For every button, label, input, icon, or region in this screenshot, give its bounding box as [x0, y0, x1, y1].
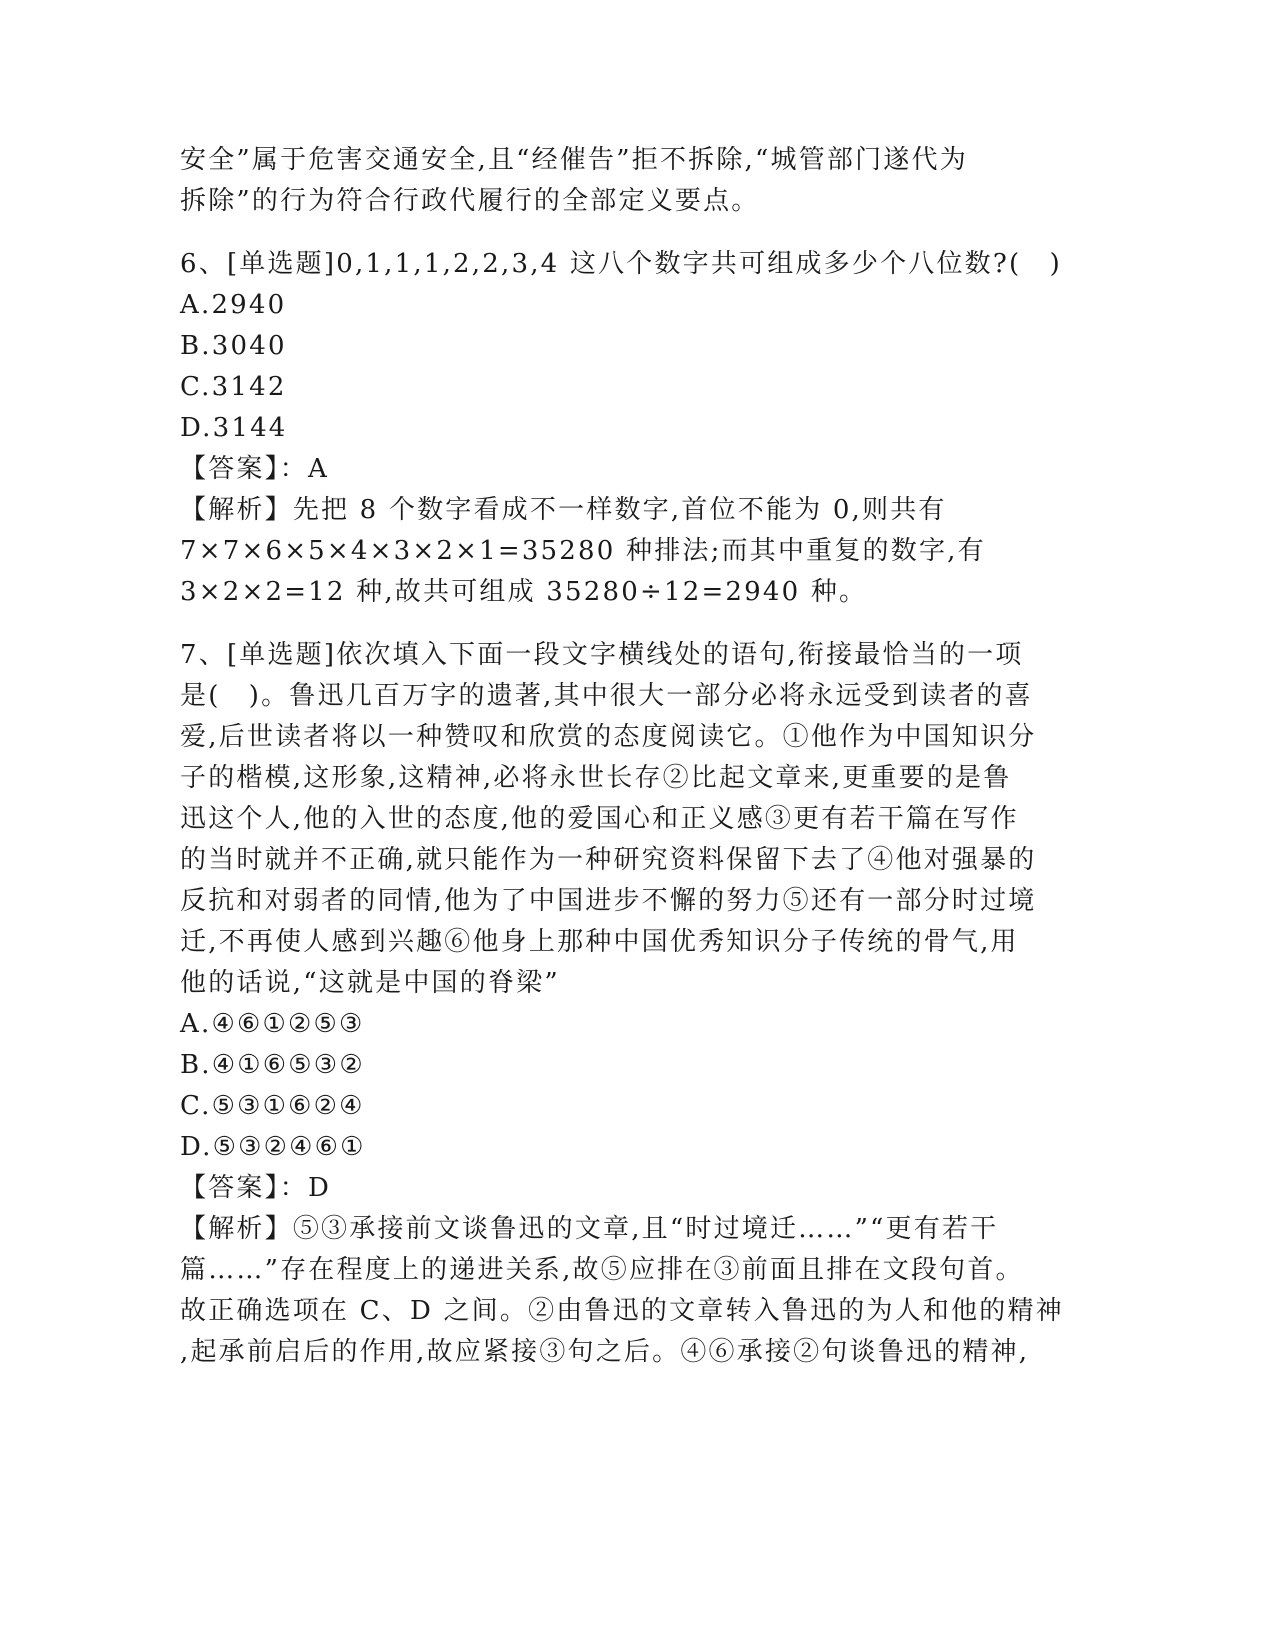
question-stem: 迁,不再使人感到兴趣⑥他身上那种中国优秀知识分子传统的骨气,用	[180, 927, 1019, 957]
answer-label: 【答案】：	[180, 454, 309, 484]
explanation-line: 3×2×2=12 种,故共可组成 35280÷12=2940 种。	[180, 577, 868, 607]
question-stem: 反抗和对弱者的同情,他为了中国进步不懈的努力⑤还有一部分时过境	[180, 886, 1037, 916]
question-stem: 7、[单选题]依次填入下面一段文字横线处的语句,衔接最恰当的一项	[180, 640, 1024, 670]
option-d: D.⑤③②④⑥①	[180, 1132, 366, 1162]
explanation-label: 【解析】	[180, 1214, 293, 1244]
explanation-text: 先把 8 个数字看成不一样数字,首位不能为 0,则共有	[292, 495, 947, 525]
option-c: C.3142	[180, 372, 287, 402]
answer-label: 【答案】：	[180, 1173, 309, 1203]
option-b: B.④①⑥⑤③②	[180, 1050, 365, 1080]
option-a: A.2940	[180, 290, 287, 320]
answer-value: A	[308, 454, 329, 484]
explanation-line	[180, 490, 1080, 531]
question-stem: 他的话说,“这就是中国的脊梁”	[180, 968, 560, 998]
explanation-text: ⑤③承接前文谈鲁迅的文章,且“时过境迁……”“更有若干	[292, 1214, 999, 1244]
question-stem: 迅这个人,他的入世的态度,他的爱国心和正义感③更有若干篇在写作	[180, 804, 1019, 834]
answer-line	[180, 449, 1080, 490]
explanation-line	[180, 1209, 1080, 1250]
text-line: 安全”属于危害交通安全,且“经催告”拒不拆除,“城管部门遂代为	[180, 145, 968, 175]
option-c: C.⑤③①⑥②④	[180, 1091, 365, 1121]
text-line: 拆除”的行为符合行政代履行的全部定义要点。	[180, 186, 760, 216]
answer-value: D	[308, 1173, 332, 1203]
option-b: B.3040	[180, 331, 287, 361]
question-7	[180, 635, 1080, 1373]
explanation-line: 篇……”存在程度上的递进关系,故⑤应排在③前面且排在文段句首。	[180, 1255, 1024, 1285]
explanation-line: ,起承前启后的作用,故应紧接③句之后。④⑥承接②句谈鲁迅的精神,	[180, 1337, 1030, 1367]
question-stem: 爱,后世读者将以一种赞叹和欣赏的态度阅读它。①他作为中国知识分	[180, 722, 1037, 752]
explanation-line: 故正确选项在 C、D 之间。②由鲁迅的文章转入鲁迅的为人和他的精神	[180, 1296, 1064, 1326]
explanation-line: 7×7×6×5×4×3×2×1=35280 种排法;而其中重复的数字,有	[180, 536, 986, 566]
document-page	[180, 140, 1080, 1373]
option-a: A.④⑥①②⑤③	[180, 1009, 365, 1039]
question-6	[180, 244, 1080, 613]
question-stem: 子的楷模,这形象,这精神,必将永世长存②比起文章来,更重要的是鲁	[180, 763, 1012, 793]
answer-line	[180, 1168, 1080, 1209]
question-stem: 是( )。鲁迅几百万字的遗著,其中很大一部分必将永远受到读者的喜	[180, 681, 1033, 711]
question-stem: 的当时就并不正确,就只能作为一种研究资料保留下去了④他对强暴的	[180, 845, 1037, 875]
option-d: D.3144	[180, 413, 288, 443]
previous-explanation-tail	[180, 140, 1080, 222]
explanation-label: 【解析】	[180, 495, 293, 525]
question-stem: 6、[单选题]0,1,1,1,2,2,3,4 这八个数字共可组成多少个八位数?( )	[180, 249, 1062, 279]
